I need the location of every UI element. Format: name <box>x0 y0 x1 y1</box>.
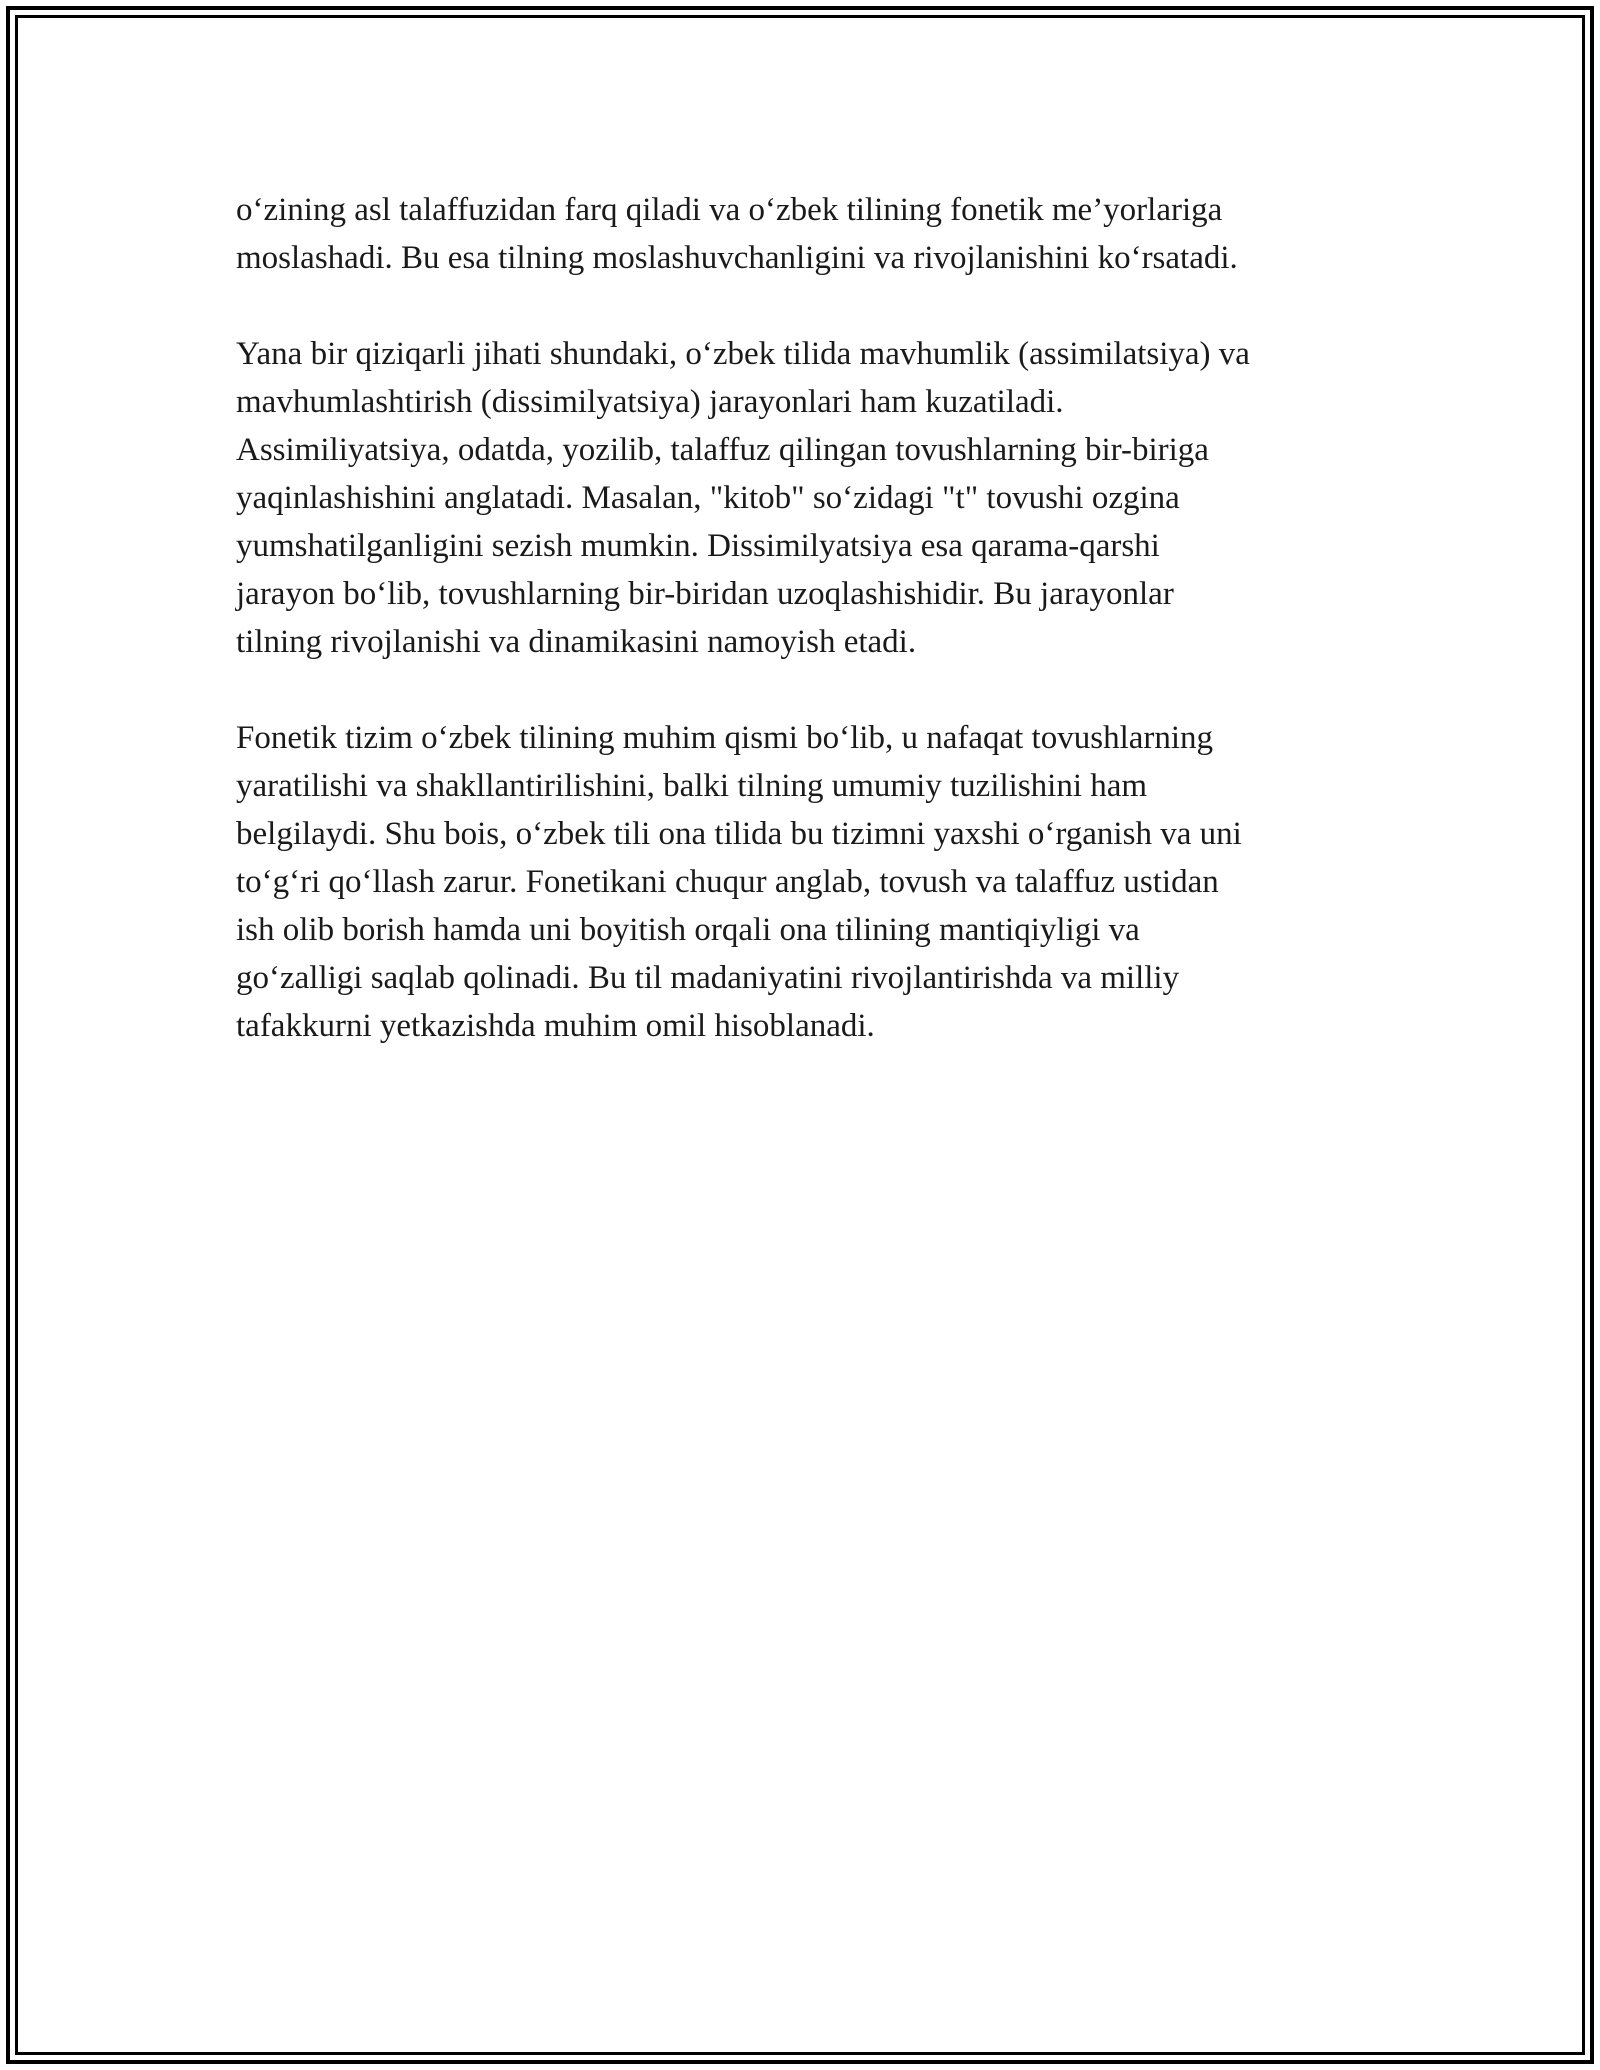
text-line: o‘zining asl talaffuzidan farq qiladi va o‘zbek tilining fonetik me’yorlariga <box>236 192 1223 228</box>
text-line: mavhumlashtirish (dissimilyatsiya) jarayonlari ham kuzatiladi. <box>236 384 1064 420</box>
text-line: to‘g‘ri qo‘llash zarur. Fonetikani chuqur anglab, tovush va talaffuz ustidan <box>236 864 1219 900</box>
document-body <box>236 186 1376 1098</box>
text-line: Assimiliyatsiya, odatda, yozilib, talaffuz qilingan tovushlarning bir-biriga <box>236 432 1209 468</box>
text-line: yaqinlashishini anglatadi. Masalan, "kitob" so‘zidagi "t" tovushi ozgina <box>236 480 1180 516</box>
text-line: moslashadi. Bu esa tilning moslashuvchanligini va rivojlanishini ko‘rsatadi. <box>236 240 1238 276</box>
text-line: Yana bir qiziqarli jihati shundaki, o‘zbek tilida mavhumlik (assimilatsiya) va <box>236 336 1250 372</box>
paragraph-1 <box>236 186 1376 282</box>
text-line: tafakkurni yetkazishda muhim omil hisoblanadi. <box>236 1008 875 1044</box>
paragraph-3 <box>236 714 1376 1050</box>
text-line: tilning rivojlanishi va dinamikasini namoyish etadi. <box>236 624 917 660</box>
text-line: yaratilishi va shakllantirilishini, balki tilning umumiy tuzilishini ham <box>236 768 1148 804</box>
text-line: belgilaydi. Shu bois, o‘zbek tili ona tilida bu tizimni yaxshi o‘rganish va uni <box>236 816 1242 852</box>
text-line: go‘zalligi saqlab qolinadi. Bu til madaniyatini rivojlantirishda va milliy <box>236 960 1180 996</box>
text-line: Fonetik tizim o‘zbek tilining muhim qismi bo‘lib, u nafaqat tovushlarning <box>236 720 1214 756</box>
text-line: jarayon bo‘lib, tovushlarning bir-biridan uzoqlashishidir. Bu jarayonlar <box>236 576 1174 612</box>
text-line: ish olib borish hamda uni boyitish orqali ona tilining mantiqiyligi va <box>236 912 1140 948</box>
paragraph-2 <box>236 330 1376 666</box>
text-line: yumshatilganligini sezish mumkin. Dissimilyatsiya esa qarama-qarshi <box>236 528 1160 564</box>
